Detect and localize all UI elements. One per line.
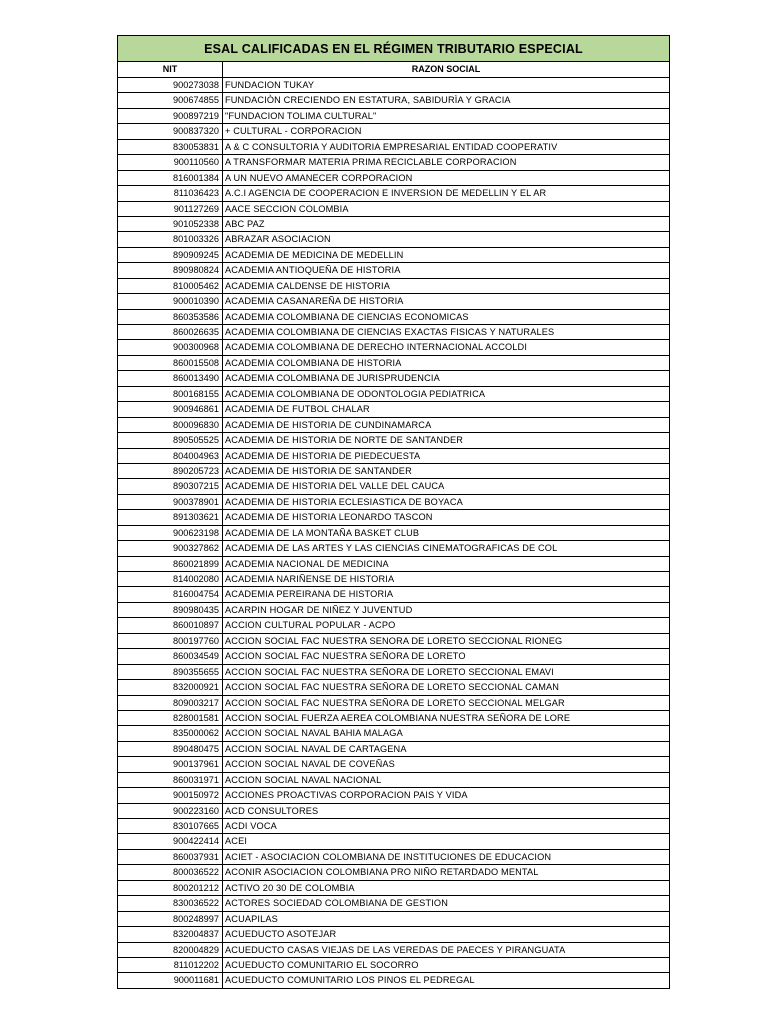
nit-cell: 890980824: [118, 263, 223, 277]
table-row: [118, 680, 669, 695]
nit-cell: 900327862: [118, 541, 223, 555]
nit-cell: 900223160: [118, 804, 223, 818]
razon-social-cell: ACADEMIA NACIONAL DE MEDICINA: [225, 558, 389, 569]
table-row: [118, 587, 669, 602]
nit-cell: 901127269: [118, 202, 223, 216]
table-row: [118, 927, 669, 942]
table-row: [118, 263, 669, 278]
nit-cell: 860034549: [118, 649, 223, 663]
table-row: [118, 109, 669, 124]
razon-social-cell: + CULTURAL - CORPORACION: [225, 126, 362, 137]
razon-social-cell: ACADEMIA ANTIOQUEÑA DE HISTORIA: [225, 265, 401, 276]
razon-social-cell: ACADEMIA DE HISTORIA DE SANTANDER: [225, 465, 412, 476]
nit-cell: 901052338: [118, 217, 223, 231]
razon-social-cell: ACUAPILAS: [225, 913, 278, 924]
table-row: [118, 93, 669, 108]
nit-cell: 900674855: [118, 93, 223, 107]
nit-cell: 830036522: [118, 896, 223, 910]
nit-cell: 900273038: [118, 78, 223, 92]
nit-cell: 832004837: [118, 927, 223, 941]
table-row: [118, 943, 669, 958]
table-row: [118, 665, 669, 680]
table-row: [118, 418, 669, 433]
table-row: [118, 433, 669, 448]
table-row: [118, 696, 669, 711]
razon-social-cell: ACCION SOCIAL FAC NUESTRA SENORA DE LORETO SECCIONAL RIONEG: [225, 635, 563, 646]
razon-social-cell: ACADEMIA DE FUTBOL CHALAR: [225, 404, 370, 415]
nit-cell: 816001384: [118, 171, 223, 185]
razon-social-cell: ACADEMIA DE HISTORIA DE PIEDECUESTA: [225, 450, 421, 461]
nit-cell: 860021899: [118, 557, 223, 571]
table-row: [118, 387, 669, 402]
nit-cell: 801003326: [118, 232, 223, 246]
table-row: [118, 557, 669, 572]
table-row: [118, 310, 669, 325]
nit-cell: 800096830: [118, 418, 223, 432]
razon-social-cell: ACCION SOCIAL NAVAL BAHIA MALAGA: [225, 728, 403, 739]
nit-cell: 832000921: [118, 680, 223, 694]
razon-social-cell: ACTIVO 20 30 DE COLOMBIA: [225, 882, 355, 893]
table-row: [118, 541, 669, 556]
table-row: [118, 881, 669, 896]
razon-social-cell: ACCIONES PROACTIVAS CORPORACION PAIS Y VIDA: [225, 790, 468, 801]
razon-social-cell: ACADEMIA DE HISTORIA DEL VALLE DEL CAUCA: [225, 481, 445, 492]
table-row: [118, 742, 669, 757]
nit-cell: 890307215: [118, 479, 223, 493]
razon-social-cell: ACADEMIA COLOMBIANA DE CIENCIAS ECONOMICAS: [225, 311, 469, 322]
nit-cell: 811036423: [118, 186, 223, 200]
nit-cell: 900946861: [118, 402, 223, 416]
table-row: [118, 757, 669, 772]
nit-cell: 800197760: [118, 634, 223, 648]
razon-social-cell: ACIET - ASOCIACION COLOMBIANA DE INSTITUCIONES DE EDUCACION: [225, 851, 552, 862]
table-row: [118, 973, 669, 987]
nit-cell: 860015508: [118, 356, 223, 370]
razon-social-cell: ACADEMIA DE LAS ARTES Y LAS CIENCIAS CINEMATOGRAFICAS DE COL: [225, 543, 558, 554]
table-row: [118, 649, 669, 664]
table-row: [118, 124, 669, 139]
razon-social-cell: ACCION SOCIAL NAVAL NACIONAL: [225, 774, 382, 785]
table-row: [118, 232, 669, 247]
table-row: [118, 526, 669, 541]
nit-cell: 820004829: [118, 943, 223, 957]
nit-cell: 900011681: [118, 973, 223, 987]
razon-social-cell: ACEI: [225, 836, 248, 847]
razon-social-cell: ABC PAZ: [225, 218, 265, 229]
table-row: [118, 279, 669, 294]
razon-social-cell: ACADEMIA DE LA MONTAÑA BASKET CLUB: [225, 527, 420, 538]
razon-social-cell: ACADEMIA CALDENSE DE HISTORIA: [225, 280, 391, 291]
nit-cell: 800248997: [118, 912, 223, 926]
table-row: [118, 248, 669, 263]
table-row: [118, 865, 669, 880]
razon-social-cell: A UN NUEVO AMANECER CORPORACION: [225, 172, 413, 183]
table-row: [118, 202, 669, 217]
razon-social-cell: ACDI VOCA: [225, 821, 277, 831]
table-row: [118, 171, 669, 186]
razon-social-cell: ACADEMIA PEREIRANA DE HISTORIA: [225, 589, 394, 600]
nit-cell: 809003217: [118, 696, 223, 710]
nit-cell: 890205723: [118, 464, 223, 478]
nit-cell: 900150972: [118, 788, 223, 802]
table-row: [118, 78, 669, 93]
razon-social-cell: A & C CONSULTORIA Y AUDITORIA EMPRESARIAL ENTIDAD COOPERATIV: [225, 141, 558, 152]
table-header-row: [118, 62, 669, 78]
nit-cell: 890980435: [118, 603, 223, 617]
nit-cell: 828001581: [118, 711, 223, 725]
table-row: [118, 834, 669, 849]
razon-social-cell: ACCION CULTURAL POPULAR - ACPO: [225, 620, 396, 631]
table-row: [118, 340, 669, 355]
nit-cell: 860010897: [118, 618, 223, 632]
nit-cell: 900137961: [118, 757, 223, 771]
table-row: [118, 155, 669, 170]
table-row: [118, 479, 669, 494]
table-row: [118, 819, 669, 834]
table-row: [118, 464, 669, 479]
nit-cell: 811012202: [118, 958, 223, 972]
table-row: [118, 356, 669, 371]
table-row: [118, 449, 669, 464]
table-body: [118, 78, 669, 988]
razon-social-cell: ACADEMIA CASANAREÑA DE HISTORIA: [225, 296, 404, 307]
nit-cell: 890480475: [118, 742, 223, 756]
razon-social-cell: FUNDACION TUKAY: [225, 80, 315, 90]
esal-table: [117, 35, 670, 989]
razon-social-cell: ACADEMIA NARIÑENSE DE HISTORIA: [225, 574, 395, 584]
nit-cell: 891303621: [118, 510, 223, 524]
razon-social-cell: ABRAZAR ASOCIACION: [225, 234, 331, 245]
razon-social-cell: AACE SECCION COLOMBIA: [225, 203, 349, 214]
razon-social-cell: ACADEMIA COLOMBIANA DE CIENCIAS EXACTAS FISICAS Y NATURALES: [225, 327, 555, 337]
nit-cell: 900897219: [118, 109, 223, 123]
table-row: [118, 495, 669, 510]
razon-social-cell: ACCION SOCIAL FAC NUESTRA SEÑORA DE LORETO SECCIONAL MELGAR: [225, 697, 565, 708]
nit-cell: 890505525: [118, 433, 223, 447]
nit-cell: 860013490: [118, 371, 223, 385]
nit-cell: 900623198: [118, 526, 223, 540]
razon-social-cell: ACCION SOCIAL FAC NUESTRA SEÑORA DE LORETO: [225, 651, 466, 662]
razon-social-cell: ACADEMIA DE MEDICINA DE MEDELLIN: [225, 249, 404, 260]
table-row: [118, 850, 669, 865]
razon-social-cell: ACADEMIA DE HISTORIA LEONARDO TASCON: [225, 512, 433, 523]
table-row: [118, 402, 669, 417]
table-row: [118, 804, 669, 819]
table-row: [118, 958, 669, 973]
table-row: [118, 618, 669, 633]
razon-social-cell: ACCION SOCIAL FAC NUESTRA SEÑORA DE LORETO SECCIONAL EMAVI: [225, 666, 554, 677]
table-row: [118, 510, 669, 525]
razon-social-cell: ACADEMIA DE HISTORIA DE NORTE DE SANTANDER: [225, 435, 464, 446]
column-header-nit: NIT: [118, 62, 223, 77]
razon-social-cell: ACTORES SOCIEDAD COLOMBIANA DE GESTION: [225, 898, 449, 909]
nit-cell: 890355655: [118, 665, 223, 679]
razon-social-cell: A TRANSFORMAR MATERIA PRIMA RECICLABLE CORPORACION: [225, 157, 517, 168]
table-row: [118, 186, 669, 201]
table-row: [118, 603, 669, 618]
table-row: [118, 140, 669, 155]
nit-cell: 860037931: [118, 850, 223, 864]
nit-cell: 800201212: [118, 881, 223, 895]
razon-social-cell: ACUEDUCTO COMUNITARIO EL SOCORRO: [225, 959, 419, 970]
razon-social-cell: ACCION SOCIAL FUERZA AEREA COLOMBIANA NUESTRA SEÑORA DE LORE: [225, 712, 571, 723]
nit-cell: 800036522: [118, 865, 223, 879]
nit-cell: 830107665: [118, 819, 223, 833]
razon-social-cell: ACONIR ASOCIACION COLOMBIANA PRO NIÑO RETARDADO MENTAL: [225, 867, 539, 878]
razon-social-cell: ACADEMIA COLOMBIANA DE HISTORIA: [225, 357, 402, 368]
table-row: [118, 294, 669, 309]
nit-cell: 900010390: [118, 294, 223, 308]
table-title: ESAL CALIFICADAS EN EL RÉGIMEN TRIBUTARIO ESPECIAL: [118, 36, 669, 62]
table-row: [118, 634, 669, 649]
table-row: [118, 572, 669, 587]
table-row: [118, 371, 669, 386]
nit-cell: 900110560: [118, 155, 223, 169]
nit-cell: 835000062: [118, 726, 223, 740]
table-row: [118, 726, 669, 741]
column-header-razon-social: RAZON SOCIAL: [411, 64, 481, 74]
razon-social-cell: A.C.I AGENCIA DE COOPERACION E INVERSION DE MEDELLIN Y EL AR: [225, 188, 547, 199]
nit-cell: 816004754: [118, 587, 223, 601]
table-row: [118, 217, 669, 232]
razon-social-cell: ACADEMIA DE HISTORIA ECLESIASTICA DE BOYACA: [225, 496, 463, 507]
razon-social-cell: FUNDACIÒN CRECIENDO EN ESTATURA, SABIDURÌA Y GRACIA: [225, 95, 511, 106]
table-row: [118, 711, 669, 726]
nit-cell: 860026635: [118, 325, 223, 339]
nit-cell: 830053831: [118, 140, 223, 154]
razon-social-cell: ACADEMIA COLOMBIANA DE JURISPRUDENCIA: [225, 373, 440, 384]
table-row: [118, 912, 669, 927]
razon-social-cell: ACCION SOCIAL NAVAL DE CARTAGENA: [225, 743, 407, 754]
nit-cell: 900300968: [118, 340, 223, 354]
nit-cell: 810005462: [118, 279, 223, 293]
razon-social-cell: ACADEMIA DE HISTORIA DE CUNDINAMARCA: [225, 419, 432, 430]
table-row: [118, 788, 669, 803]
razon-social-cell: ACUEDUCTO CASAS VIEJAS DE LAS VEREDAS DE PAECES Y PIRANGUATA: [225, 944, 566, 955]
razon-social-cell: ACCION SOCIAL NAVAL DE COVEÑAS: [225, 759, 395, 770]
razon-social-cell: ACCION SOCIAL FAC NUESTRA SEÑORA DE LORETO SECCIONAL CAMAN: [225, 682, 560, 693]
razon-social-cell: "FUNDACION TOLIMA CULTURAL": [225, 110, 377, 121]
nit-cell: 900422414: [118, 834, 223, 848]
razon-social-cell: ACARPIN HOGAR DE NIÑEZ Y JUVENTUD: [225, 604, 413, 615]
nit-cell: 890909245: [118, 248, 223, 262]
nit-cell: 814002080: [118, 572, 223, 586]
nit-cell: 804004963: [118, 449, 223, 463]
razon-social-cell: ACD CONSULTORES: [225, 805, 319, 816]
table-row: [118, 896, 669, 911]
nit-cell: 800168155: [118, 387, 223, 401]
razon-social-cell: ACADEMIA COLOMBIANA DE DERECHO INTERNACIONAL ACCOLDI: [225, 342, 528, 353]
nit-cell: 900837320: [118, 124, 223, 138]
nit-cell: 860353586: [118, 310, 223, 324]
table-row: [118, 773, 669, 788]
nit-cell: 900378901: [118, 495, 223, 509]
table-row: [118, 325, 669, 340]
nit-cell: 860031971: [118, 773, 223, 787]
razon-social-cell: ACUEDUCTO COMUNITARIO LOS PINOS EL PEDREGAL: [225, 975, 475, 986]
razon-social-cell: ACADEMIA COLOMBIANA DE ODONTOLOGIA PEDIATRICA: [225, 388, 486, 399]
razon-social-cell: ACUEDUCTO ASOTEJAR: [225, 929, 337, 940]
